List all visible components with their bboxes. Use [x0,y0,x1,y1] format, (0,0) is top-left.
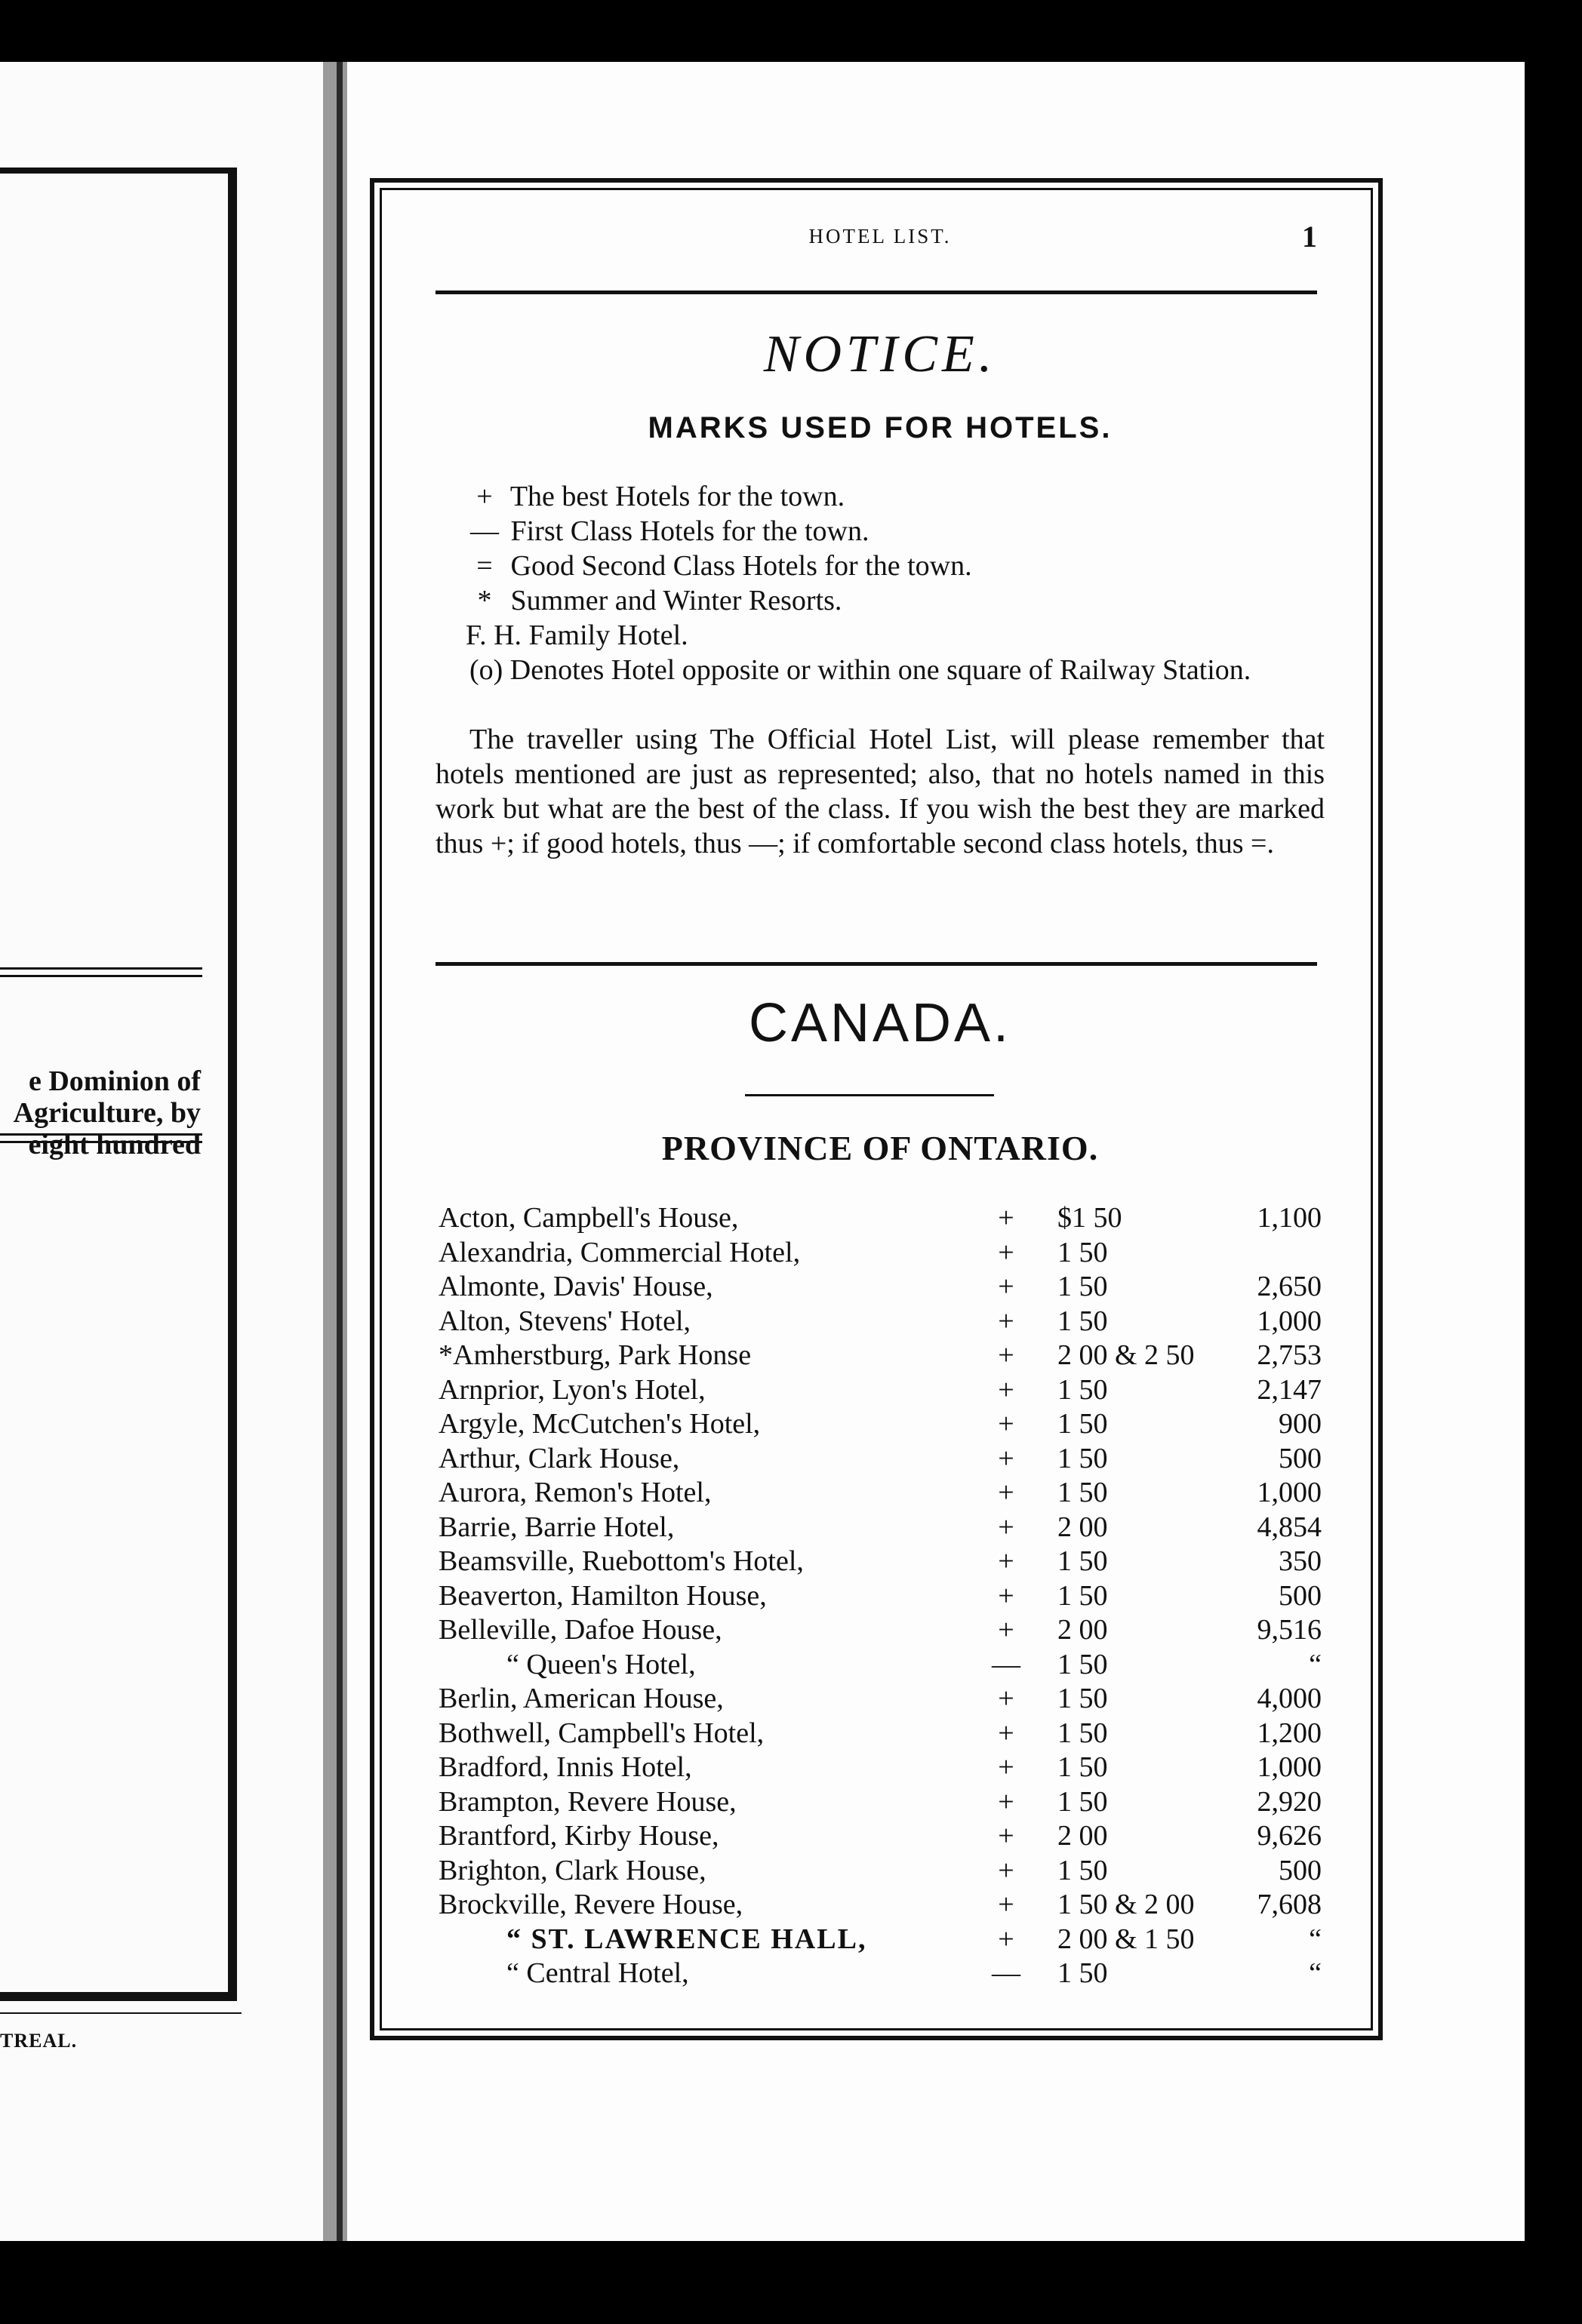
denotes-paragraph: (o) Denotes Hotel opposite or within one square of Railway Station. [469,654,1251,686]
equals-icon: = [476,550,493,582]
hotel-name: “ Queen's Hotel, [506,1648,696,1680]
town-population: 2,650 [1257,1271,1322,1302]
hotel-row [439,1545,1322,1579]
hotel-name: Almonte, Davis' House, [439,1271,713,1302]
running-header [436,220,1325,255]
hotel-row [439,1819,1322,1854]
hotel-row [439,1888,1322,1923]
hotel-rate: 1 50 [1057,1545,1108,1577]
hotel-name: Arnprior, Lyon's Hotel, [439,1373,706,1406]
town-population: 1,000 [1257,1477,1322,1508]
hotel-name: Beamsville, Ruebottom's Hotel, [439,1545,804,1577]
hotel-mark: + [998,1442,1014,1474]
hotel-row [439,1854,1322,1889]
mark-text: First Class Hotels for the town. [510,515,869,547]
left-rule [0,1133,202,1136]
town-population: 900 [1279,1408,1322,1440]
hotel-name: Alton, Stevens' Hotel, [439,1305,691,1337]
left-rule [0,1141,202,1143]
town-population: 2,147 [1257,1373,1322,1406]
hotel-name: Bothwell, Campbell's Hotel, [439,1717,765,1749]
left-page-text [14,1065,201,1160]
hotel-name: Berlin, American House, [439,1683,724,1714]
town-population: 4,854 [1257,1511,1322,1543]
hotel-mark: + [998,1545,1014,1577]
mark-row [466,583,972,618]
hotel-list [439,1201,1322,1991]
hotel-row [439,1373,1322,1408]
left-footer: TREAL. [0,2030,78,2052]
hotel-name: “ ST. LAWRENCE HALL, [506,1923,867,1955]
hotel-row [439,1270,1322,1305]
dash-icon: — [470,515,499,547]
hotel-name: Alexandria, Commercial Hotel, [439,1236,801,1268]
hotel-mark: + [998,1579,1014,1612]
book-gutter [323,62,347,2241]
hotel-row [439,1305,1322,1339]
family-hotel-note: F. H. Family Hotel. [466,619,688,651]
hotel-row [439,1579,1322,1614]
town-population: 2,753 [1257,1339,1322,1371]
mark-text: Good Second Class Hotels for the town. [510,550,972,582]
plus-icon: + [476,481,493,512]
hotel-name: Brighton, Clark House, [439,1854,706,1886]
marks-list [466,479,972,653]
hotel-row [439,1648,1322,1683]
notice-title: NOTICE. [763,325,997,383]
mark-row [466,549,972,583]
hotel-rate: 1 50 [1057,1579,1108,1612]
hotel-rate: 1 50 [1057,1785,1108,1818]
hotel-name: Brampton, Revere House, [439,1785,737,1818]
asterisk-icon: * [477,585,492,616]
hotel-mark: + [998,1305,1014,1337]
hotel-row [439,1751,1322,1785]
hotel-mark: + [998,1785,1014,1818]
hotel-row [439,1785,1322,1820]
hotel-mark: + [998,1339,1014,1371]
town-population: 9,516 [1257,1614,1322,1646]
hotel-row [439,1682,1322,1717]
hotel-rate: 1 50 [1057,1717,1108,1749]
header-rule [436,290,1317,294]
town-population: 1,200 [1257,1717,1322,1749]
hotel-rate: 1 50 [1057,1305,1108,1337]
hotel-row [439,1236,1322,1271]
town-population: 1,000 [1257,1305,1322,1337]
hotel-rate: 1 50 [1057,1477,1108,1508]
town-population: 1,100 [1257,1202,1322,1234]
hotel-name: Brockville, Revere House, [439,1889,743,1920]
hotel-mark: + [998,1236,1014,1268]
hotel-mark: + [998,1923,1014,1955]
hotel-rate: 1 50 [1057,1683,1108,1714]
province-heading: PROVINCE OF ONTARIO. [661,1129,1099,1167]
hotel-rate: 1 50 [1057,1957,1108,1989]
town-population: “ [1309,1957,1322,1989]
hotel-name: Brantford, Kirby House, [439,1820,719,1852]
hotel-mark: + [998,1889,1014,1920]
hotel-name: Barrie, Barrie Hotel, [439,1511,675,1543]
left-rule [0,2012,242,2014]
town-population: 500 [1279,1579,1322,1612]
hotel-name: Arthur, Clark House, [439,1442,680,1474]
town-population: 500 [1279,1854,1322,1886]
hotel-rate: 1 50 & 2 00 [1057,1889,1195,1920]
hotel-row [439,1442,1322,1477]
town-population: 4,000 [1257,1683,1322,1714]
running-title: HOTEL LIST. [808,225,952,247]
town-population: 500 [1279,1442,1322,1474]
hotel-row [439,1407,1322,1442]
hotel-rate: 1 50 [1057,1373,1108,1406]
hotel-row [439,1476,1322,1511]
hotel-mark: + [998,1614,1014,1646]
hotel-name: “ Central Hotel, [506,1957,689,1989]
page-number: 1 [1302,220,1317,254]
left-text-line: Agriculture, by [13,1097,201,1129]
town-population: 350 [1279,1545,1322,1577]
hotel-row [439,1613,1322,1648]
hotel-name: Bradford, Innis Hotel, [439,1751,692,1783]
hotel-mark: + [998,1751,1014,1783]
left-text-line: eight hundred [28,1129,201,1160]
hotel-rate: 2 00 [1057,1511,1108,1543]
left-page [0,62,323,2241]
town-population: 9,626 [1257,1820,1322,1852]
hotel-name: *Amherstburg, Park Honse [439,1339,752,1371]
hotel-mark: + [998,1373,1014,1406]
hotel-row [439,1201,1322,1236]
hotel-rate: 2 00 & 2 50 [1057,1339,1195,1371]
hotel-rate: 1 50 [1057,1271,1108,1302]
hotel-name: Argyle, McCutchen's Hotel, [439,1408,761,1440]
hotel-rate: 1 50 [1057,1648,1108,1680]
hotel-rate: 2 00 [1057,1820,1108,1852]
marks-title: MARKS USED FOR HOTELS. [648,411,1113,444]
hotel-row [439,1339,1322,1373]
country-heading: CANADA. [748,993,1012,1053]
hotel-rate: 2 00 & 1 50 [1057,1923,1195,1955]
left-rule [0,975,202,977]
hotel-name: Aurora, Remon's Hotel, [439,1477,712,1508]
hotel-mark: + [998,1717,1014,1749]
mark-row [466,479,972,514]
hotel-name: Acton, Campbell's House, [439,1202,739,1234]
town-population: “ [1309,1648,1322,1680]
mark-text: Summer and Winter Resorts. [510,585,842,616]
left-text-line: e Dominion of [29,1065,201,1097]
hotel-mark: + [998,1820,1014,1852]
hotel-mark: — [992,1957,1020,1989]
hotel-rate: $1 50 [1057,1202,1122,1234]
hotel-mark: + [998,1202,1014,1234]
town-population: 2,920 [1257,1785,1322,1818]
gutter-line [337,62,343,2241]
mark-text: The best Hotels for the town. [509,481,845,512]
hotel-rate: 1 50 [1057,1236,1108,1268]
hotel-rate: 1 50 [1057,1442,1108,1474]
hotel-mark: + [998,1511,1014,1543]
hotel-rate: 1 50 [1057,1408,1108,1440]
town-population: 1,000 [1257,1751,1322,1783]
hotel-name: Belleville, Dafoe House, [439,1614,722,1646]
hotel-rate: 1 50 [1057,1751,1108,1783]
left-rule [0,967,202,970]
section-rule [436,962,1317,966]
short-rule [745,1094,994,1096]
hotel-mark: + [998,1271,1014,1302]
town-population: “ [1309,1923,1322,1955]
hotel-mark: + [998,1683,1014,1714]
hotel-row [439,1511,1322,1545]
hotel-name: Beaverton, Hamilton House, [439,1579,767,1612]
hotel-row [439,1923,1322,1957]
hotel-mark: — [992,1648,1020,1680]
hotel-rate: 1 50 [1057,1854,1108,1886]
hotel-rate: 2 00 [1057,1614,1108,1646]
hotel-row [439,1957,1322,1991]
hotel-mark: + [998,1408,1014,1440]
traveller-paragraph: The traveller using The Official Hotel List, will please remember that hotels mentioned are just as represented; also, that no hotels named in this work but what are the best of the class. If you wish the best they are marked thus +; if good hotels, thus —; if comfortable second class hotels, thus =. [436,724,1325,859]
mark-row [466,514,972,549]
hotel-row [439,1717,1322,1751]
town-population: 7,608 [1257,1889,1322,1920]
hotel-mark: + [998,1477,1014,1508]
hotel-mark: + [998,1854,1014,1886]
